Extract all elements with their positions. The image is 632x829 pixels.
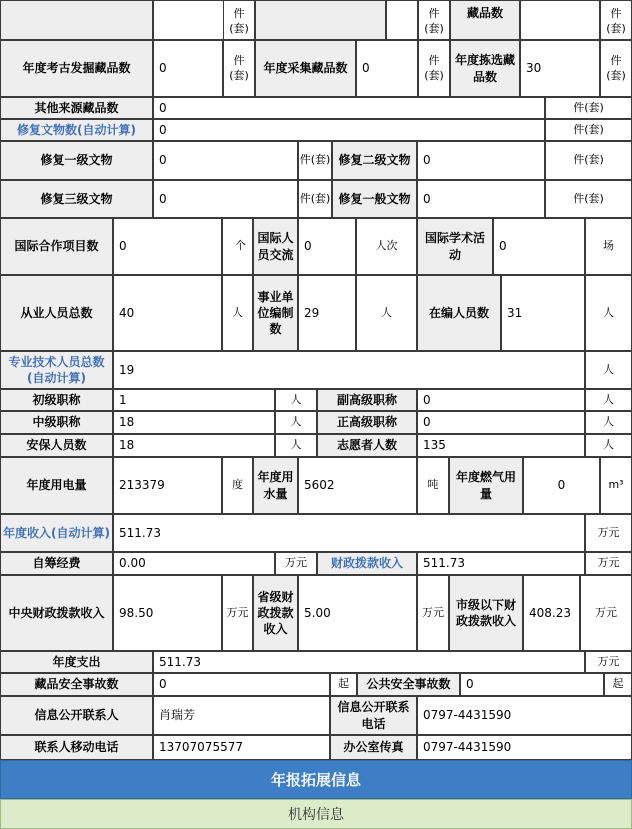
unit-count: 个 (222, 218, 253, 275)
restored-total-label: 修复文物数(自动计算) (0, 119, 153, 141)
power-usage-input[interactable]: 213379 (113, 457, 222, 514)
central-fiscal-label: 中央财政拨款收入 (0, 575, 113, 651)
middle-title-label: 中级职称 (0, 411, 113, 434)
unit-person: 人 (585, 275, 632, 351)
fiscal-income-value: 511.73 (417, 552, 585, 575)
office-fax-input[interactable]: 0797-4431590 (417, 735, 632, 760)
unit-item: 件(套) (545, 97, 632, 119)
unit-wanyuan: 万元 (585, 552, 632, 575)
unit-case: 起 (604, 673, 632, 696)
unit-item: 件(套) (418, 40, 450, 97)
intl-exchange-input[interactable]: 0 (298, 218, 356, 275)
selected-label: 年度拣选藏品数 (450, 40, 520, 97)
unit-person-times: 人次 (356, 218, 417, 275)
public-accident-input[interactable]: 0 (460, 673, 604, 696)
unit-item: 件(套) (545, 119, 632, 141)
intl-projects-input[interactable]: 0 (113, 218, 222, 275)
blank-label-cell (255, 0, 386, 40)
staff-total-label: 从业人员总数 (0, 275, 113, 351)
unit-wanyuan: 万元 (585, 514, 632, 552)
gas-usage-input[interactable]: 0 (523, 457, 600, 514)
org-info-tab[interactable]: 机构信息 (0, 799, 632, 829)
volunteer-input[interactable]: 135 (417, 434, 585, 457)
intl-exchange-label: 国际人员交流 (253, 218, 298, 275)
water-usage-input[interactable]: 5602 (298, 457, 417, 514)
unit-case: 起 (330, 673, 357, 696)
onroll-staff-label: 在编人员数 (417, 275, 501, 351)
other-source-input[interactable]: 0 (153, 97, 545, 119)
provincial-fiscal-input[interactable]: 5.00 (298, 575, 417, 651)
mobile-phone-input[interactable]: 13707075577 (153, 735, 330, 760)
fiscal-income-label: 财政拨款收入 (317, 552, 417, 575)
unit-person: 人 (585, 389, 632, 411)
public-accident-label: 公共安全事故数 (357, 673, 460, 696)
institution-staff-input[interactable]: 29 (298, 275, 356, 351)
unit-item: 件(套) (600, 40, 632, 97)
other-source-label: 其他来源藏品数 (0, 97, 153, 119)
unit-person: 人 (585, 351, 632, 389)
contact-phone-label: 信息公开联系电话 (330, 696, 417, 735)
central-fiscal-input[interactable]: 98.50 (113, 575, 222, 651)
collected-label: 年度采集藏品数 (255, 40, 356, 97)
unit-wanyuan: 万元 (417, 575, 449, 651)
junior-title-input[interactable]: 1 (113, 389, 275, 411)
mobile-phone-label: 联系人移动电话 (0, 735, 153, 760)
restore-grade2-label: 修复二级文物 (332, 141, 417, 180)
middle-title-input[interactable]: 18 (113, 411, 275, 434)
onroll-staff-input[interactable]: 31 (501, 275, 585, 351)
municipal-fiscal-label: 市级以下财政拨款收入 (449, 575, 523, 651)
contact-person-label: 信息公开联系人 (0, 696, 153, 735)
restore-general-label: 修复一般文物 (332, 180, 417, 218)
unit-person: 人 (275, 389, 317, 411)
water-usage-label: 年度用水量 (253, 457, 298, 514)
unit-m3: m³ (600, 457, 632, 514)
restore-grade2-input[interactable]: 0 (417, 141, 545, 180)
restore-grade3-input[interactable]: 0 (153, 180, 298, 218)
unit-person: 人 (275, 434, 317, 457)
unit-item: 件(套) (600, 0, 632, 40)
senior-title-input[interactable]: 0 (417, 411, 585, 434)
report-extension-header[interactable]: 年报拓展信息 (0, 760, 632, 799)
excavated-label: 年度考古发掘藏品数 (0, 40, 153, 97)
collection-accident-input[interactable]: 0 (153, 673, 330, 696)
unit-person: 人 (585, 434, 632, 457)
annual-expense-label: 年度支出 (0, 651, 153, 673)
professional-staff-value: 19 (113, 351, 585, 389)
restored-total-value: 0 (153, 119, 545, 141)
security-staff-input[interactable]: 18 (113, 434, 275, 457)
blank-value-cell[interactable] (386, 0, 418, 40)
office-fax-label: 办公室传真 (330, 735, 417, 760)
unit-ton: 吨 (417, 457, 449, 514)
professional-staff-label: 专业技术人员总数(自动计算) (0, 351, 113, 389)
annual-expense-input[interactable]: 511.73 (153, 651, 585, 673)
contact-person-input[interactable]: 肖瑞芳 (153, 696, 330, 735)
gas-usage-label: 年度燃气用量 (449, 457, 523, 514)
restore-grade1-input[interactable]: 0 (153, 141, 298, 180)
unit-wanyuan: 万元 (275, 552, 317, 575)
annual-income-value: 511.73 (113, 514, 585, 552)
municipal-fiscal-input[interactable]: 408.23 (523, 575, 580, 651)
annual-income-label: 年度收入(自动计算) (0, 514, 113, 552)
volunteer-label: 志愿者人数 (317, 434, 417, 457)
excavated-input[interactable]: 0 (153, 40, 223, 97)
unit-wanyuan: 万元 (585, 651, 632, 673)
contact-phone-input[interactable]: 0797-4431590 (417, 696, 632, 735)
unit-item: 件(套) (418, 0, 450, 40)
collection-count-label: 藏品数 (450, 0, 520, 40)
restore-general-input[interactable]: 0 (417, 180, 545, 218)
unit-wanyuan: 万元 (580, 575, 632, 651)
unit-person: 人 (585, 411, 632, 434)
security-staff-label: 安保人员数 (0, 434, 113, 457)
collected-input[interactable]: 0 (356, 40, 418, 97)
self-funded-input[interactable]: 0.00 (113, 552, 275, 575)
unit-item: 件(套) (298, 180, 332, 218)
vice-senior-title-label: 副高级职称 (317, 389, 417, 411)
blank-label-cell (0, 0, 153, 40)
institution-staff-label: 事业单位编制数 (253, 275, 298, 351)
provincial-fiscal-label: 省级财政拨款收入 (253, 575, 298, 651)
restore-grade3-label: 修复三级文物 (0, 180, 153, 218)
junior-title-label: 初级职称 (0, 389, 113, 411)
vice-senior-title-input[interactable]: 0 (417, 389, 585, 411)
collection-accident-label: 藏品安全事故数 (0, 673, 153, 696)
restore-grade1-label: 修复一级文物 (0, 141, 153, 180)
unit-item: 件(套) (545, 141, 632, 180)
unit-session: 场 (585, 218, 632, 275)
unit-person: 人 (356, 275, 417, 351)
senior-title-label: 正高级职称 (317, 411, 417, 434)
intl-academic-label: 国际学术活动 (417, 218, 493, 275)
unit-person: 人 (275, 411, 317, 434)
intl-academic-input[interactable]: 0 (493, 218, 585, 275)
unit-person: 人 (222, 275, 253, 351)
unit-item: 件(套) (545, 180, 632, 218)
unit-kwh: 度 (222, 457, 253, 514)
unit-item: 件(套) (298, 141, 332, 180)
staff-total-input[interactable]: 40 (113, 275, 222, 351)
power-usage-label: 年度用电量 (0, 457, 113, 514)
intl-projects-label: 国际合作项目数 (0, 218, 113, 275)
unit-wanyuan: 万元 (222, 575, 253, 651)
selected-input[interactable]: 30 (520, 40, 600, 97)
collection-count-value[interactable] (520, 0, 600, 40)
self-funded-label: 自筹经费 (0, 552, 113, 575)
unit-item: 件(套) (223, 0, 255, 40)
unit-item: 件(套) (223, 40, 255, 97)
